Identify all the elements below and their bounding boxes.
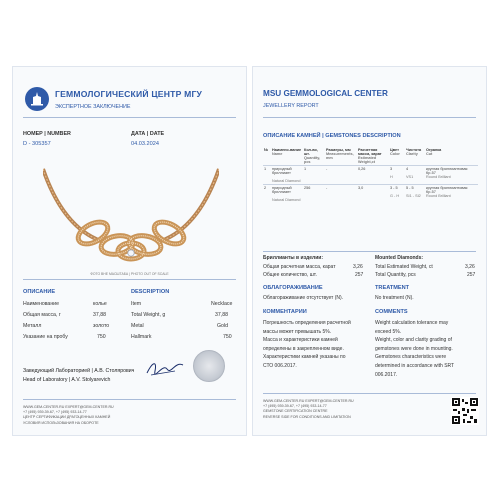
desc-en-value: 750 <box>223 334 232 340</box>
mounted-ru-row: Общее количество, шт. <box>263 272 317 278</box>
comment-line: determined in accordance with SRT <box>375 362 455 369</box>
qr-code-icon <box>451 397 479 425</box>
mounted-ru-value: 3,26 <box>353 264 363 270</box>
mounted-en-title: Mounted Diamonds: <box>375 255 424 261</box>
comments-ru-title: КОММЕНТАРИИ <box>263 309 307 315</box>
msu-logo-icon <box>25 87 49 111</box>
mounted-ru-value: 257 <box>355 272 364 278</box>
desc-row <box>23 312 238 318</box>
divider <box>23 117 236 118</box>
comment-line: Масса и характеристики камней <box>263 337 338 344</box>
comment-line: 006.2017. <box>375 371 398 378</box>
doc-title-en: JEWELLERY REPORT <box>263 103 319 109</box>
desc-ru-label: Металл <box>23 323 42 329</box>
treatment-en-title: TREATMENT <box>375 285 410 291</box>
cell: круглая бриллиантовая Кр-57 Round Brilliant <box>426 167 468 179</box>
photo-caption: ФОТО ВНЕ МАСШТАБА | PHOTO OUT OF SCALE <box>90 272 169 276</box>
cell: 0,26 <box>358 167 366 171</box>
mounted-en-row: Total Estimated Weight, ct <box>375 264 433 270</box>
col-header: Чистота Clarity <box>406 148 422 156</box>
comment-line: Gemstones characteristics were <box>375 354 447 361</box>
desc-en-value: Necklace <box>211 301 233 307</box>
cell: 1 <box>304 167 307 171</box>
gemstones-title: ОПИСАНИЕ КАМНЕЙ | GEMSTONES DESCRIPTION <box>263 133 401 139</box>
divider <box>263 117 476 118</box>
comment-line: gemstones were done in mounting. <box>375 345 453 352</box>
desc-row <box>23 301 238 307</box>
comment-line: exceed 5%. <box>375 328 402 335</box>
signature-icon <box>145 357 185 379</box>
description-ru-title: ОПИСАНИЕ <box>23 289 56 295</box>
cell: природный бриллиант Natural Diamond <box>272 186 301 202</box>
footer-line: ЦЕНТР СЕРТИФИКАЦИИ ДРАГОЦЕННЫХ КАМНЕЙ <box>23 415 111 420</box>
org-title-en: MSU GEMMOLOGICAL CENTER <box>263 89 388 98</box>
col-header: Наимено-вание Name <box>272 148 302 156</box>
mounted-en-value: 257 <box>467 272 476 278</box>
hologram-seal-icon <box>193 350 225 382</box>
comment-line: СТО 006.2017. <box>263 362 297 369</box>
desc-row <box>23 334 238 340</box>
cell: 1 <box>264 167 267 171</box>
desc-en-value: Gold <box>217 323 228 329</box>
table-row <box>263 185 478 204</box>
treatment-en: No treatment (N). <box>375 295 414 301</box>
footer-ru <box>23 405 114 426</box>
col-header: № <box>264 148 269 152</box>
description-en-title: DESCRIPTION <box>131 289 170 295</box>
cell: 2 <box>264 186 267 190</box>
cell: 4 VS1 <box>406 167 414 179</box>
date-value: 04.03.2024 <box>131 141 159 147</box>
desc-ru-label: Указание на пробу <box>23 334 68 340</box>
col-header: Кол-во, шт. Quantity, pcs <box>304 148 321 164</box>
desc-row <box>23 323 238 329</box>
comment-line: Характеристики камней указаны по <box>263 354 346 361</box>
footer-line: WWW.GEM-CENTER.RU EXPERT@GEM-CENTER.RU <box>23 405 114 409</box>
org-title-ru: ГЕММОЛОГИЧЕСКИЙ ЦЕНТР МГУ <box>55 89 203 99</box>
desc-en-label: Item <box>131 301 142 307</box>
col-header: Размеры, мм Measurements, mm <box>326 148 354 160</box>
footer-line: GEMSTONE CERTIFICATION CENTRE <box>263 409 328 414</box>
footer-line: WWW.GEM-CENTER.RU EXPERT@GEM-CENTER.RU <box>263 399 354 403</box>
mounted-en-value: 3,26 <box>465 264 475 270</box>
gemstones-table <box>263 147 478 203</box>
divider <box>23 399 236 400</box>
mounted-ru-title: Бриллианты в изделии: <box>263 255 324 261</box>
desc-ru-value: золото <box>93 323 110 329</box>
number-value: D - 305357 <box>23 141 51 147</box>
comment-line: массы может превышать 5%. <box>263 328 332 335</box>
footer-en <box>263 399 354 420</box>
desc-en-label: Hallmark <box>131 334 152 340</box>
head-of-laboratory <box>23 367 134 385</box>
desc-en-value: 37,88 <box>215 312 228 318</box>
divider <box>23 279 236 280</box>
number-label: НОМЕР | NUMBER <box>23 131 71 137</box>
comment-line: Погрешность определения расчетной <box>263 320 351 326</box>
comments-en <box>375 319 454 379</box>
cell: природный бриллиант Natural Diamond <box>272 167 301 183</box>
cell: 256 <box>304 186 311 190</box>
footer-line: REVERSE SIDE FOR CONDITIONS AND LIMITATION <box>263 414 351 419</box>
doc-title-ru: ЭКСПЕРТНОЕ ЗАКЛЮЧЕНИЕ <box>55 104 131 110</box>
comments-en-title: COMMENTS <box>375 309 408 315</box>
cell: круглая бриллиантовая Кр-57 Round Brilliant <box>426 186 468 198</box>
certificate-left-page <box>12 66 247 436</box>
cell: 3 H <box>390 167 393 179</box>
divider <box>263 251 476 252</box>
comment-line: определены в закрепленном виде. <box>263 345 344 352</box>
desc-en-label: Metal <box>131 323 144 329</box>
footer-line: УСЛОВИЯ ИСПОЛЬЗОВАНИЯ НА ОБОРОТЕ <box>23 420 99 425</box>
desc-ru-value: 37,88 <box>93 312 106 318</box>
date-label: ДАТА | DATE <box>131 131 165 137</box>
table-header-row <box>263 147 478 166</box>
mounted-ru-row: Общая расчетная масса, карат <box>263 264 336 270</box>
desc-ru-label: Наименование <box>23 301 59 307</box>
table-row <box>263 166 478 185</box>
cell: - <box>326 186 328 190</box>
necklace-photo <box>43 167 219 267</box>
desc-ru-value: 750 <box>97 334 106 340</box>
col-header: Огранка Cut <box>426 148 442 156</box>
footer-line: +7 (495) 939-39-67, +7 (495) 933-14-77 <box>263 404 327 409</box>
desc-en-label: Total Weight, g <box>131 312 166 318</box>
divider <box>263 393 476 394</box>
comment-line: Weight, color and clarity grading of <box>375 337 452 344</box>
mounted-en-row: Total Quantity, pcs <box>375 272 416 278</box>
cell: 3,0 <box>358 186 364 190</box>
treatment-ru-title: ОБЛАГОРАЖИВАНИЕ <box>263 285 323 291</box>
head-en: Head of Laboratory | A.V. Stolyarevich <box>23 377 111 383</box>
certificate-right-page <box>252 66 487 436</box>
desc-ru-value: колье <box>93 301 107 307</box>
cell: 3 - 5 G - H <box>390 186 400 198</box>
cell: - <box>326 167 328 171</box>
desc-ru-label: Общая масса, г <box>23 312 61 318</box>
col-header: Расчетная масса, карат Estimated Weight,ct <box>358 148 382 164</box>
cell: 5 - 5 SI1 - SI2 <box>406 186 421 198</box>
treatment-ru: Облагораживание отсутствует (N). <box>263 295 344 301</box>
comment-line: Weight calculation tolerance may <box>375 320 449 326</box>
footer-line: +7 (495) 939-39-67, +7 (495) 933-14-77 <box>23 410 87 415</box>
col-header: Цвет Color <box>390 148 400 156</box>
head-ru: Заведующий Лабораторией | А.В. Столярович <box>23 368 135 374</box>
comments-ru <box>263 319 351 371</box>
